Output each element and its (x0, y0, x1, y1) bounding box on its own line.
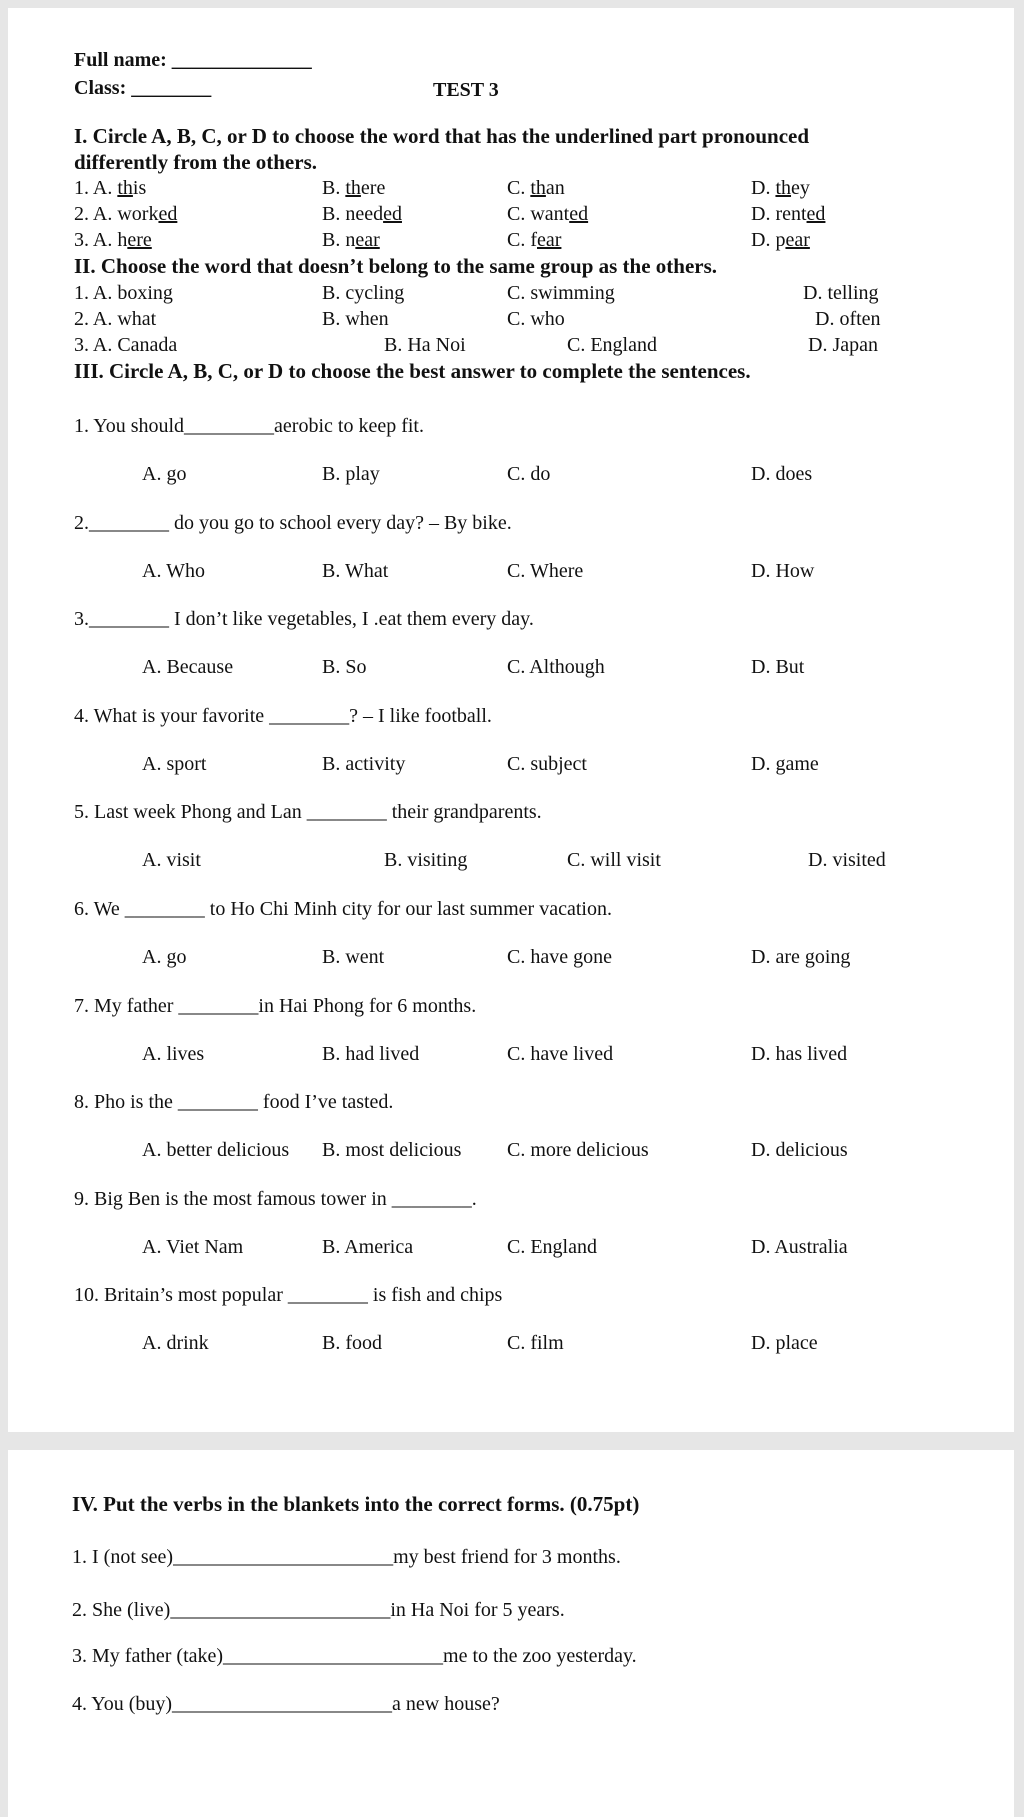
answer-blank: ________ (89, 608, 169, 630)
s3-q2-option-b: B. What (322, 560, 389, 582)
stem-text: 4. You (buy) (72, 1693, 173, 1715)
s4-q3 (72, 1644, 637, 1668)
full-name-label: Full name: (74, 49, 167, 71)
option-text: D. p (751, 229, 786, 251)
s3-q8-option-a: A. better delicious (142, 1139, 290, 1161)
answer-blank: ________ (177, 1091, 258, 1113)
stem-text: is fish and chips (372, 1284, 503, 1306)
s3-q5-option-d: D. visited (808, 849, 886, 871)
stem-text: I don’t like vegetables, I .eat them every day. (174, 608, 534, 630)
option-text: B. (322, 177, 346, 199)
stem-text: 7. My father (74, 995, 174, 1017)
s3-q4-option-c: C. subject (507, 753, 587, 775)
s2-q2-option-a: 2. A. what (74, 308, 157, 330)
underlined-part: th (345, 177, 361, 199)
answer-blank: ________ (178, 995, 259, 1017)
s3-q8-option-c: C. more delicious (507, 1139, 649, 1161)
s1-q2-option-a (74, 202, 177, 226)
answer-blank: ______________________ (223, 1645, 444, 1667)
answer-blank: ________ (269, 705, 350, 727)
s2-q2-option-d: D. often (815, 308, 881, 330)
underlined-part: th (775, 177, 792, 199)
s3-q7-option-c: C. have lived (507, 1043, 614, 1065)
s4-q2 (72, 1598, 565, 1622)
s2-q3-option-c: C. England (567, 334, 657, 356)
s3-q1-stem (74, 414, 424, 438)
option-text: B. need (322, 203, 384, 225)
stem-text: ? – I like football. (349, 705, 492, 727)
s3-q9-option-c: C. England (507, 1236, 597, 1258)
answer-blank: ________ (89, 512, 169, 534)
option-text: C. (507, 177, 531, 199)
s3-q10-stem (74, 1283, 502, 1307)
stem-text: 6. We (74, 898, 120, 920)
s1-q2-option-d (751, 202, 825, 226)
s3-q7-option-a: A. lives (142, 1043, 205, 1065)
stem-text: 2. (74, 512, 89, 534)
s3-q9-option-d: D. Australia (751, 1236, 848, 1258)
option-text: work (117, 203, 159, 225)
underlined-part: ed (383, 203, 402, 225)
answer-blank: _________ (184, 415, 275, 437)
s1-q1-option-b (322, 176, 385, 200)
underlined-part: th (117, 177, 133, 199)
option-text: ere (360, 177, 386, 199)
option-text: is (132, 177, 147, 199)
s2-q3-option-b: B. Ha Noi (384, 334, 466, 356)
stem-text: in Ha Noi for 5 years. (390, 1599, 565, 1621)
s3-q10-option-d: D. place (751, 1332, 818, 1354)
s1-q1-option-a (74, 176, 146, 200)
underlined-part: ed (158, 203, 178, 225)
s3-q2-option-a: A. Who (142, 560, 205, 582)
s3-q9-stem (74, 1187, 477, 1211)
s3-q6-option-a: A. go (142, 946, 187, 968)
test-title: TEST 3 (433, 79, 499, 101)
stem-text: 8. Pho is the (74, 1091, 173, 1113)
s1-q3-option-d (751, 228, 810, 252)
stem-text: in Hai Phong for 6 months. (258, 995, 477, 1017)
s3-q2-stem (74, 511, 512, 535)
stem-text: my best friend for 3 months. (393, 1546, 621, 1568)
s3-q3-option-c: C. Although (507, 656, 605, 678)
underlined-part: ear (537, 229, 562, 251)
s3-q3-option-a: A. Because (142, 656, 234, 678)
worksheet-page-2 (8, 1450, 1014, 1817)
stem-text: 10. Britain’s most popular (74, 1284, 283, 1306)
section3-title: III. Circle A, B, C, or D to choose the best answer to complete the sentences. (74, 359, 751, 383)
underlined-part: ed (806, 203, 826, 225)
section1-title-line2: differently from the others. (74, 150, 317, 174)
s3-q2-option-d: D. How (751, 560, 815, 582)
option-text: ey (791, 177, 810, 199)
underlined-part: ere (127, 229, 152, 251)
full-name-blank: ______________ (171, 49, 312, 71)
underlined-part: ear (785, 229, 810, 251)
s3-q10-option-a: A. drink (142, 1332, 209, 1354)
s4-q1 (72, 1545, 621, 1569)
s2-q3-option-d: D. Japan (808, 334, 878, 356)
s3-q6-stem (74, 897, 612, 921)
question-number: 1. A. (74, 177, 118, 199)
answer-blank: ________ (124, 898, 205, 920)
s2-q1-option-c: C. swimming (507, 282, 615, 304)
stem-text: food I’ve tasted. (262, 1091, 394, 1113)
s3-q7-option-b: B. had lived (322, 1043, 420, 1065)
stem-text: 2. She (live) (72, 1599, 171, 1621)
stem-text: 5. Last week Phong and Lan (74, 801, 302, 823)
s3-q5-stem (74, 800, 542, 824)
s3-q2-option-c: C. Where (507, 560, 584, 582)
stem-text: me to the zoo yesterday. (443, 1645, 637, 1667)
s4-q4 (72, 1692, 500, 1716)
question-number: 2. A. (74, 203, 118, 225)
s3-q10-option-b: B. food (322, 1332, 382, 1354)
section4-title: IV. Put the verbs in the blankets into the correct forms. (0.75pt) (72, 1492, 640, 1516)
underlined-part: ed (569, 203, 589, 225)
s3-q7-stem (74, 994, 476, 1018)
option-text: h (117, 229, 128, 251)
question-number: 3. A. (74, 229, 118, 251)
s3-q8-option-d: D. delicious (751, 1139, 848, 1161)
stem-text: 1. I (not see) (72, 1546, 174, 1568)
class-blank: ________ (131, 77, 212, 99)
s3-q6-option-d: D. are going (751, 946, 851, 968)
s1-q1-option-c (507, 176, 565, 200)
stem-text: a new house? (392, 1693, 500, 1715)
s3-q9-option-b: B. America (322, 1236, 414, 1258)
s2-q1-option-a: 1. A. boxing (74, 282, 173, 304)
s3-q1-option-c: C. do (507, 463, 551, 485)
stem-text: aerobic to keep fit. (274, 415, 424, 437)
stem-text: 9. Big Ben is the most famous tower in (74, 1188, 387, 1210)
worksheet-page-1 (8, 8, 1014, 1432)
option-text: an (545, 177, 565, 199)
s3-q8-stem (74, 1090, 393, 1114)
option-text: C. want (507, 203, 570, 225)
s3-q6-option-b: B. went (322, 946, 385, 968)
stem-text: do you go to school every day? – By bike. (174, 512, 512, 534)
s3-q4-stem (74, 704, 492, 728)
s3-q5-option-b: B. visiting (384, 849, 468, 871)
s3-q4-option-b: B. activity (322, 753, 406, 775)
s3-q9-option-a: A. Viet Nam (142, 1236, 244, 1258)
underlined-part: ear (355, 229, 380, 251)
option-text: C. f (507, 229, 537, 251)
stem-text: their grandparents. (391, 801, 542, 823)
section2-title: II. Choose the word that doesn’t belong to the same group as the others. (74, 254, 718, 278)
s2-q2-option-b: B. when (322, 308, 389, 330)
s3-q5-option-c: C. will visit (567, 849, 661, 871)
s2-q3-option-a: 3. A. Canada (74, 334, 178, 356)
s3-q10-option-c: C. film (507, 1332, 564, 1354)
s3-q1-option-a: A. go (142, 463, 187, 485)
s3-q5-option-a: A. visit (142, 849, 201, 871)
s2-q1-option-d: D. telling (803, 282, 879, 304)
answer-blank: ______________________ (173, 1546, 394, 1568)
s3-q3-option-b: B. So (322, 656, 367, 678)
stem-text: 4. What is your favorite (74, 705, 265, 727)
s3-q1-option-b: B. play (322, 463, 380, 485)
option-text: D. rent (751, 203, 807, 225)
stem-text: . (471, 1188, 477, 1210)
stem-text: 3. My father (take) (72, 1645, 224, 1667)
s3-q1-option-d: D. does (751, 463, 813, 485)
class-label: Class: (74, 77, 127, 99)
class-row (74, 76, 211, 100)
s3-q4-option-a: A. sport (142, 753, 207, 775)
answer-blank: ______________________ (172, 1693, 393, 1715)
option-text: B. n (322, 229, 356, 251)
answer-blank: ________ (306, 801, 387, 823)
s3-q3-option-d: D. But (751, 656, 805, 678)
answer-blank: ________ (287, 1284, 368, 1306)
section1-title-line1: I. Circle A, B, C, or D to choose the word that has the underlined part pronounced (74, 124, 810, 148)
stem-text: to Ho Chi Minh city for our last summer vacation. (209, 898, 612, 920)
s1-q3-option-c (507, 228, 561, 252)
s1-q3-option-a (74, 228, 152, 252)
s1-q3-option-b (322, 228, 380, 252)
full-name-row (74, 48, 312, 72)
s2-q2-option-c: C. who (507, 308, 565, 330)
s3-q4-option-d: D. game (751, 753, 819, 775)
s3-q7-option-d: D. has lived (751, 1043, 848, 1065)
s2-q1-option-b: B. cycling (322, 282, 405, 304)
option-text: D. (751, 177, 776, 199)
s1-q1-option-d (751, 176, 810, 200)
s1-q2-option-b (322, 202, 402, 226)
stem-text: 1. You should (74, 415, 185, 437)
s3-q8-option-b: B. most delicious (322, 1139, 462, 1161)
underlined-part: th (530, 177, 546, 199)
s1-q2-option-c (507, 202, 588, 226)
s3-q3-stem (74, 607, 534, 631)
answer-blank: ________ (391, 1188, 472, 1210)
stem-text: 3. (74, 608, 89, 630)
s3-q6-option-c: C. have gone (507, 946, 612, 968)
answer-blank: ______________________ (170, 1599, 391, 1621)
